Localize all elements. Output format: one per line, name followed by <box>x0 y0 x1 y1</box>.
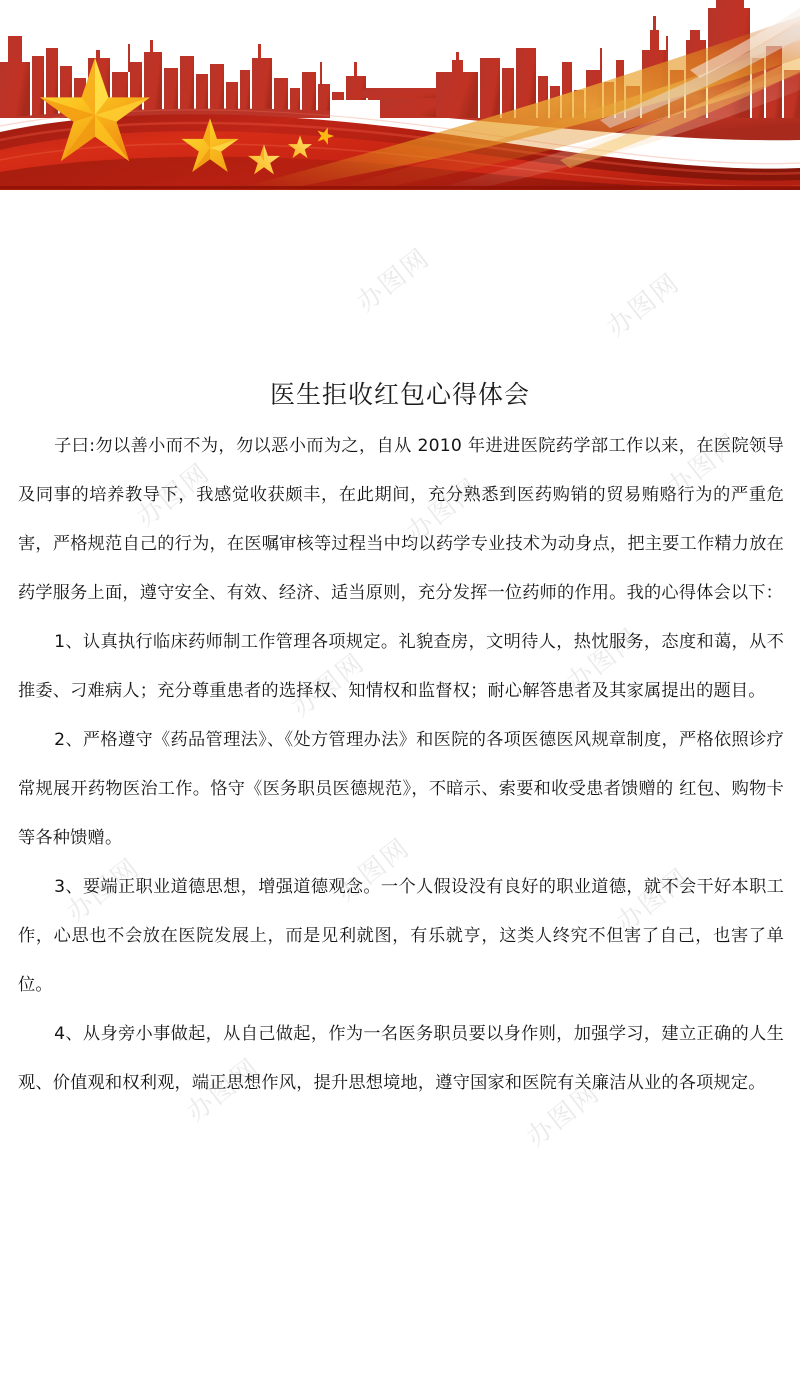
watermark: 办图网 <box>286 647 371 724</box>
document-body <box>18 422 784 1108</box>
watermark: 办图网 <box>61 852 146 929</box>
watermark: 办图网 <box>521 1077 606 1154</box>
paragraph-item-4: 4、从身旁小事做起，从自己做起，作为一名医务职员要以身作则，加强学习，建立正确的人生观、价值观和权利观，端正思想作风，提升思想境地，遵守国家和医院有关廉洁从业的各项规定。 <box>18 1024 784 1093</box>
watermark: 办图网 <box>401 472 486 549</box>
document-content <box>0 190 800 1375</box>
paragraph-item-3: 3、要端正职业道德思想，增强道德观念。一个人假设没有良好的职业道德，就不会干好本职工作，心思也不会放在医院发展上，而是见利就图，有乐就亨，这类人终究不但害了自己，也害了单位。 <box>18 877 784 995</box>
watermark: 办图网 <box>351 242 436 319</box>
watermark: 办图网 <box>181 1052 266 1129</box>
watermark: 办图网 <box>331 832 416 909</box>
paragraph-intro: 子曰:勿以善小而不为，勿以恶小而为之，自从 2010 年进进医院药学部工作以来，在医院领导及同事的培养教导下，我感觉收获颇丰，在此期间，充分熟悉到医药购销的贸易贿赂行为的严重危害，严格规范自己的行为，在医嘱审核等过程当中均以药学专业技术为动身点，把主要工作精力放在药学服务上面，遵守安全、有效、经济、适当原则，充分发挥一位药师的作用。我的心得体会以下： <box>18 436 784 603</box>
banner-bottom-edge <box>0 186 800 189</box>
watermark: 办图网 <box>661 427 746 504</box>
paragraph-item-1: 1、认真执行临床药师制工作管理各项规定。礼貌查房，文明待人，热忱服务，态度和蔼，从不推委、刁难病人；充分尊重患者的选择权、知情权和监督权；耐心解答患者及其家属提出的题目。 <box>18 632 784 701</box>
watermark: 办图网 <box>611 862 696 939</box>
watermark: 办图网 <box>561 622 646 699</box>
page-title: 医生拒收红包心得体会 <box>269 380 530 409</box>
header-banner <box>0 0 800 190</box>
watermark: 办图网 <box>131 457 216 534</box>
paragraph-item-2: 2、严格遵守《药品管理法》、《处方管理办法》和医院的各项医德医风规章制度，严格依照诊疗常规展开药物医治工作。恪守《医务职员医德规范》，不暗示、索要和收受患者馈赠的 红包、购物卡等各种馈赠。 <box>18 730 784 848</box>
banner-artwork <box>0 0 800 190</box>
watermark: 办图网 <box>601 267 686 344</box>
